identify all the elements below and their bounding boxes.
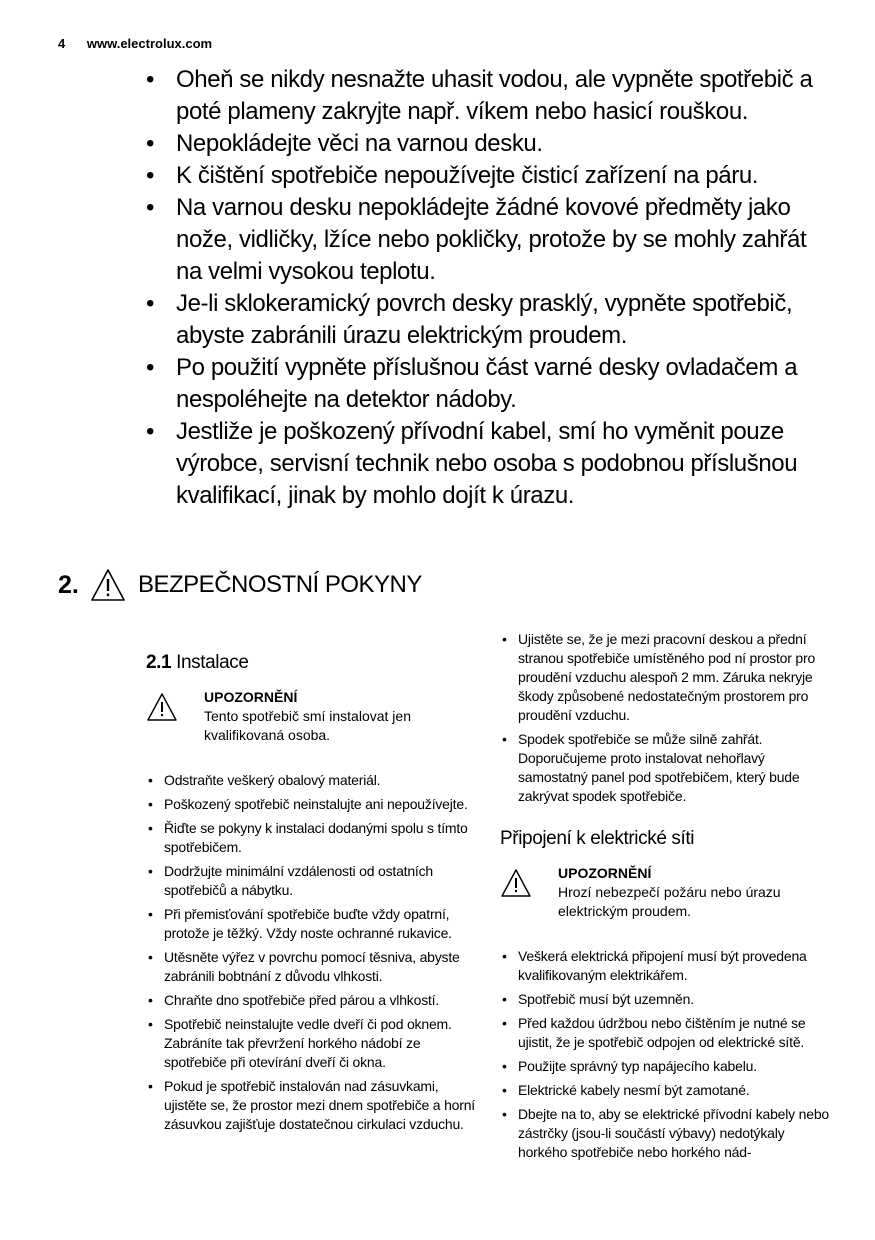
warning-triangle-icon [90, 568, 126, 602]
subsection-heading-electrical: Připojení k elektrické síti [500, 828, 695, 849]
list-item: • Oheň se nikdy nesnažte uhasit vodou, ale vypněte spotřebič a poté plameny zakryjte např. víkem nebo hasicí rouškou. [146, 64, 826, 128]
list-item: • Spodek spotřebiče se může silně zahřát. Doporučujeme proto instalovat nehořlavý samostatný panel pod spotřebičem, který bude zakrývat spodek spotřebiče. [500, 730, 830, 806]
list-item: • K čištění spotřebiče nepoužívejte čisticí zařízení na páru. [146, 160, 826, 192]
list-item: • Spotřebič neinstalujte vedle dveří či pod oknem. Zabráníte tak převržení horkého nádobí ze spotřebiče při otevírání dveří či okna. [146, 1015, 476, 1072]
list-item: • Ujistěte se, že je mezi pracovní deskou a přední stranou spotřebiče umístěného pod ní prostor pro proudění vzduchu alespoň 2 mm. Záruka nekryje škody způsobené nedostatečným prostorem pro proudění vzduchu. [500, 630, 830, 725]
subsection-number: 2.1 [146, 652, 172, 673]
list-item: • Je-li sklokeramický povrch desky prasklý, vypněte spotřebič, abyste zabránili úrazu elektrickým proudem. [146, 288, 826, 352]
installation-list [146, 771, 476, 1134]
section-number: 2. [58, 570, 79, 599]
list-item: • Nepokládejte věci na varnou desku. [146, 128, 826, 160]
warning-text: Tento spotřebič smí instalovat jen kvalifikovaná osoba. [204, 708, 411, 743]
page-number: 4 [58, 36, 66, 51]
list-item: • Před každou údržbou nebo čištěním je nutné se ujistit, že je spotřebič odpojen od elektrické sítě. [500, 1014, 830, 1052]
list-item: • Poškozený spotřebič neinstalujte ani nepoužívejte. [146, 795, 476, 814]
top-bullet-list [146, 64, 826, 512]
list-item: • Při přemisťování spotřebiče buďte vždy opatrní, protože je těžký. Vždy noste ochranné rukavice. [146, 905, 476, 943]
list-item: • Chraňte dno spotřebiče před párou a vlhkostí. [146, 991, 476, 1010]
section-heading [58, 568, 422, 602]
list-item: • Spotřebič musí být uzemněn. [500, 990, 830, 1009]
list-item: • Pokud je spotřebič instalován nad zásuvkami, ujistěte se, že prostor mezi dnem spotřebiče a horní zásuvkou zajišťuje dostatečnou cirkulaci vzduchu. [146, 1077, 476, 1134]
subsection-title: Instalace [176, 652, 249, 673]
subsection-heading-installation [146, 652, 476, 674]
warning-title: UPOZORNĚNÍ [204, 689, 298, 705]
list-item: • Dodržujte minimální vzdálenosti od ostatních spotřebičů a nábytku. [146, 862, 476, 900]
warning-triangle-icon [500, 868, 532, 898]
warning-title: UPOZORNĚNÍ [558, 865, 652, 881]
list-item: • Elektrické kabely nesmí být zamotané. [500, 1081, 830, 1100]
right-column [500, 630, 830, 1167]
list-item: • Na varnou desku nepokládejte žádné kovové předměty jako nože, vidličky, lžíce nebo pokličky, protože by se mohly zahřát na velmi vysokou teplotu. [146, 192, 826, 288]
page-header [58, 36, 212, 51]
list-item: • Odstraňte veškerý obalový materiál. [146, 771, 476, 790]
warning-text: Hrozí nebezpečí požáru nebo úrazu elektrickým proudem. [558, 884, 781, 919]
section-title: BEZPEČNOSTNÍ POKYNY [138, 571, 422, 598]
electrical-list [500, 947, 830, 1162]
site-url: www.electrolux.com [86, 36, 213, 51]
list-item: • Utěsněte výřez v povrchu pomocí těsniva, abyste zabránili bobtnání z důvodu vlhkosti. [146, 948, 476, 986]
warning-block [500, 864, 830, 921]
warning-block [146, 688, 476, 745]
installation-list-continued [500, 630, 830, 806]
left-column [146, 652, 476, 1139]
list-item: • Jestliže je poškozený přívodní kabel, smí ho vyměnit pouze výrobce, servisní technik nebo osoba s podobnou příslušnou kvalifikací, jinak by mohlo dojít k úrazu. [146, 416, 826, 512]
list-item: • Po použití vypněte příslušnou část varné desky ovladačem a nespoléhejte na detektor nádoby. [146, 352, 826, 416]
warning-triangle-icon [146, 692, 178, 722]
list-item: • Použijte správný typ napájecího kabelu. [500, 1057, 830, 1076]
list-item: • Řiďte se pokyny k instalaci dodanými spolu s tímto spotřebičem. [146, 819, 476, 857]
list-item: • Veškerá elektrická připojení musí být provedena kvalifikovaným elektrikářem. [500, 947, 830, 985]
list-item: • Dbejte na to, aby se elektrické přívodní kabely nebo zástrčky (jsou-li součástí výbavy) nedotýkaly horkého spotřebiče nebo horkého nád- [500, 1105, 830, 1162]
